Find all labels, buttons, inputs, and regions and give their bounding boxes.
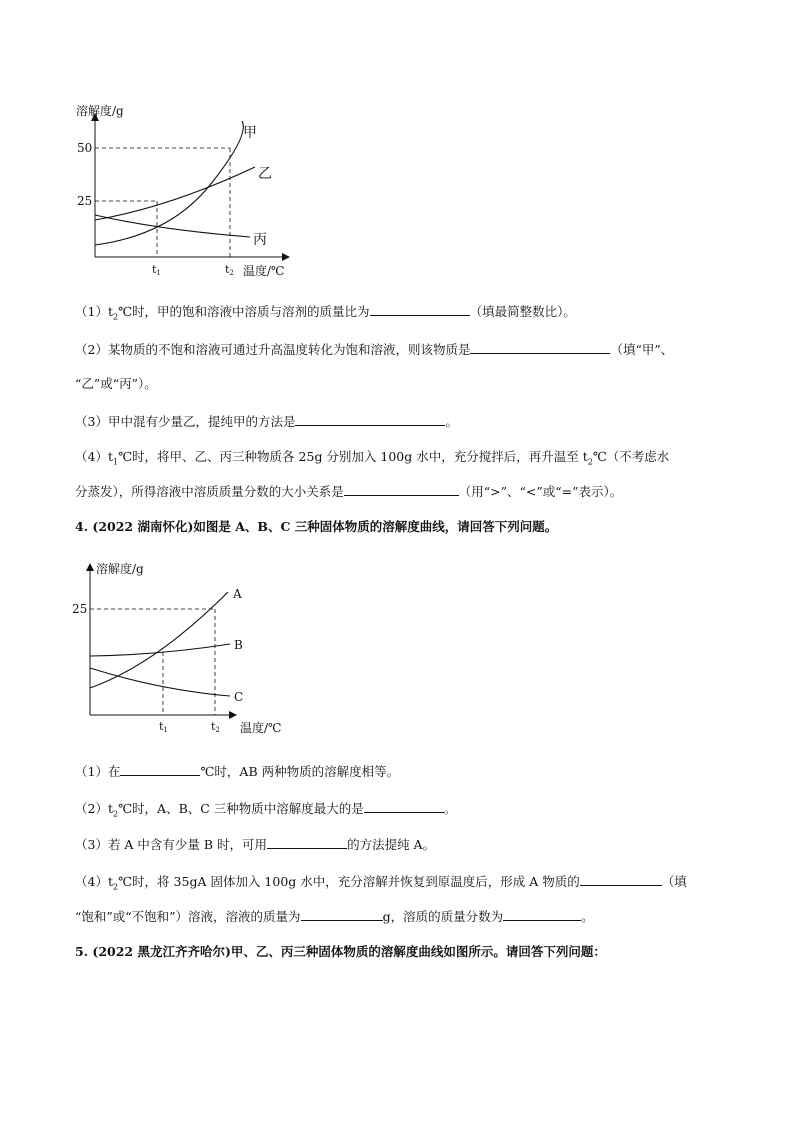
solubility-chart-2	[70, 555, 310, 740]
s3-q4-line2: 分蒸发），所得溶液中溶质质量分数的大小关系是 （用“>”、“<”或“=”表示）。	[75, 484, 623, 499]
chart2-series-b: B	[234, 638, 243, 652]
chart2-xtick-t1: t1	[159, 720, 168, 734]
p4-q4-fraction-blank[interactable]	[503, 908, 581, 921]
s3-q3: （3）甲中混有少量乙，提纯甲的方法是 。	[75, 414, 458, 429]
chart1-xtick-t1: t1	[152, 263, 161, 277]
s3-q2: （2）某物质的不饱和溶液可通过升高温度转化为饱和溶液，则该物质是 （填“甲”、	[75, 342, 674, 357]
chart2-series-c: C	[234, 690, 244, 704]
chart1-series-yi: 乙	[258, 166, 272, 182]
s3-q4-answer-blank[interactable]	[344, 483, 459, 496]
p4-q4-mass-blank[interactable]	[301, 908, 383, 921]
p4-q3-answer-blank[interactable]	[267, 836, 347, 849]
p4-q1-answer-blank[interactable]	[120, 763, 200, 776]
chart1-curve-jia	[95, 121, 243, 245]
problem5-title: 5. (2022 黑龙江齐齐哈尔)甲、乙、丙三种固体物质的溶解度曲线如图所示。请回答下列问题：	[75, 944, 606, 959]
chart1-ytick-25: 25	[77, 194, 93, 208]
solubility-chart-1	[60, 95, 310, 290]
s3-q3-answer-blank[interactable]	[295, 413, 445, 426]
chart2-xlabel: 温度/℃	[240, 721, 282, 735]
s3-q2-line2: “乙”或“丙”）。	[75, 376, 157, 391]
chart2-ytick-25: 25	[72, 602, 88, 616]
chart2-ylabel: 溶解度/g	[96, 562, 144, 576]
s3-q4: $(4)t_1℃$时，将甲、乙、丙三种物质各 25g 分别加入 100g 水中，充分搅拌后，再升温至 $t_2℃$（不考虑水	[75, 449, 670, 467]
chart1-curve-yi	[95, 167, 255, 220]
p4-q3: （3）若 A 中含有少量 B 时，可用 的方法提纯 A。	[75, 837, 436, 852]
p4-q2: $(2)t_2℃$时，A、B、C 三种物质中溶解度最大的是 。	[75, 801, 457, 819]
p4-q4: $(4)t_2℃$时，将 35gA 固体加入 100g 水中，充分溶解并恢复到原温度后，形成 A 物质的 （填	[75, 874, 687, 892]
chart2-xtick-t2: t2	[211, 720, 220, 734]
s3-q1: $(1)t_2℃$时，甲的饱和溶液中溶质与溶剂的质量比为 （填最简整数比）。	[75, 304, 576, 322]
p4-q1: （1）在 ℃时，AB 两种物质的溶解度相等。	[75, 764, 400, 779]
p4-q4-answer-blank[interactable]	[580, 873, 662, 886]
s3-q2-answer-blank[interactable]	[470, 341, 610, 354]
chart1-series-jia: 甲	[243, 125, 257, 141]
chart1-ylabel: 溶解度/g	[76, 104, 124, 118]
chart1-series-bing: 丙	[253, 232, 267, 248]
s3-q1-answer-blank[interactable]	[370, 303, 470, 316]
chart1-xtick-t2: t2	[225, 263, 234, 277]
chart1-ytick-50: 50	[77, 141, 93, 155]
chart2-series-a: A	[233, 587, 242, 601]
p4-q4-line2: “饱和”或“不饱和”）溶液，溶液的质量为 g，溶质的质量分数为 。	[75, 909, 594, 924]
p4-q2-answer-blank[interactable]	[364, 800, 444, 813]
chart2-curve-c	[90, 668, 230, 696]
chart1-xlabel: 温度/℃	[243, 264, 285, 278]
problem4-title: 4. (2022 湖南怀化)如图是 A、B、C 三种固体物质的溶解度曲线，请回答下列问题。	[75, 519, 558, 534]
